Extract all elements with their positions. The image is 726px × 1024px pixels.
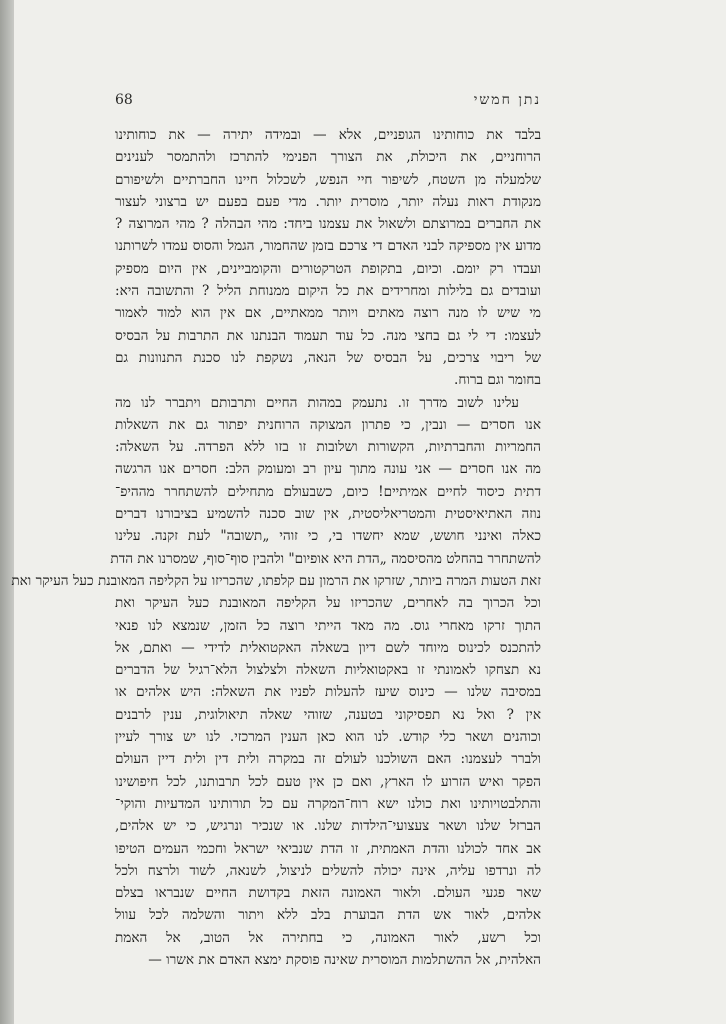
text-line: אין ? ואל נא תפסיקוני בטענה, שזוהי שאלה תיאולוגית, ענין לרבנים [115,706,541,723]
text-line: אלהים, לאור אש הדת הבוערת בלב ללא ויתור והשלמה לכל עוול [115,907,541,924]
text-line: נוזה האתיאיסטית והמטריאליסטית, אין שוב סכנה להשמיע בציבורנו דברים [115,506,541,523]
page-number: 68 [115,92,133,108]
text-line: מה אנו חסרים — אני עונה מתוך עיון רב ומעומק הלב: חסרים אנו הרגשה [115,461,541,478]
text-line: שאר פגעי העולם. ולאור האמונה הזאת בקדושת החיים שנבראו בצלם [115,885,541,902]
text-line: וכל הכרוך בה לאחרים, שהכריזו על הקליפה המאובנת כעל העיקר ואת [115,595,541,612]
text-line: עלינו לשוב מדרך זו. נתעמק במהות החיים ותרבותם ויתברר לנו מה [115,394,519,411]
text-line: והתלבטויותינו ואת כולנו ישא רוח־המקרה עם כל תורותינו המדעיות והוקי־ [115,795,541,812]
text-line: לעצמו: די לי גם בחצי מנה. כל עוד תעמוד הבנתנו את התרבות על הבסיס [115,327,541,344]
text-line: אנו חסרים — ונבין, כי פתרון המצוקה הרוחנית יפתור גם את השאלות [115,416,541,433]
text-line: ועובדים גם בלילות ומחרידים את כל היקום ממנוחת הליל ? והתשובה היא: [115,283,541,300]
text-line: הברזל שלנו ושאר צעצועי־הילדות שלנו. או שנכיר ונרגיש, כי יש אלהים, [115,818,541,835]
text-line: נא תצחקו לאמונתי זו באקטואליות השאלה ולצלצול הלא־רגיל של הדברים [115,662,541,679]
text-line: בחומר וגם ברוח. [454,372,541,389]
paragraph-2 [11,392,541,972]
text-line: החמריות והחברתיות, הקשורות ושלובות זו בזו ללא הפרדה. על השאלה: [115,439,541,456]
text-line: וכל רשע, לאור האמונה, כי בחתירה אל הטוב, אל האמת [115,929,541,946]
book-spine-shadow [0,0,14,1024]
text-line: הרוחניים, את היכולת, את הצורך הפנימי להתרכז ולהתמסר לענינים [115,149,541,166]
body-text [11,124,541,971]
text-line: שלמעלה מן השטח, לשיפור חיי הנפש, לשכלול חיינו החברתיים ולשיפורם [115,171,541,188]
text-line: במסיבה שלנו — כינוס שיעז להעלות לפניו את השאלה: היש אלהים או [115,684,541,701]
text-line: מי שיש לו מנה רוצה מאתים ויותר ממאתיים, אם אין הוא למוד לאמור [115,305,541,322]
page-header [115,92,541,116]
text-line: וכוהנים ושאר כלי קודש. לנו הוא כאן הענין המרכזי. לנו יש צורך לעיין [115,729,541,746]
text-line: הפקר ואיש הזרוע לו הארץ, ואם כן אין טעם לכל תרבותנו, לכל חיפושינו [115,773,541,790]
text-line: של ריבוי צרכים, על הבסיס של הנאה, נשקפת לנו סכנת התנוונות גם [115,349,541,366]
text-line: אב אחד לכולנו והדת האמתית, זו הדת שנביאי ישראל וחכמי העמים הטיפו [115,840,541,857]
text-line: האלהית, אל ההשתלמות המוסרית שאינה פוסקת ימצא האדם את אשרו — [148,951,541,968]
text-line: לה ונרדפו עליה, אינה יכולה להשלים לניצול, לשנאה, לשוד ולרצח ולכל [115,862,541,879]
text-line: זאת הטעות המרה ביותר, שזרקו את הרמון עם קלפתו, שהכריזו על הקליפה המאובנת כעל העיקר ואת [11,572,541,589]
running-head-author: נתן חמשי [473,92,541,108]
text-line: את החברים במרוצתם ולשאול את עצמנו ביחד: מהי הבהלה ? מהי המרוצה ? [115,216,541,233]
text-line: התוך זרקו מאחרי גוס. מה מאד הייתי רוצה כל הזמן, שנמצא לנו פנאי [115,617,541,634]
text-line: בלבד את כוחותינו הגופניים, אלא — ובמידה יתירה — את כוחותינו [115,127,541,143]
text-line: ולברר לעצמנו: האם השולכנו לעולם זה במקרה ולית דין ולית דיין העולם [115,751,541,768]
text-line: מדוע אין מספיקה לבני האדם די צרכם בזמן שהחמור, הגמל והסוס עמדו לשרותנו [115,238,541,255]
text-line: כאלה ואינני חושש, שמא יחשדו בי, כי זוהי „תשובה" לעת זקנה. עלינו [115,528,541,545]
text-line: מנקודת ראות נעלה יותר, מוסרית יותר. מדי פעם בפעם יש ברצוני לעצור [115,193,541,210]
text-line: להשתחרר בהחלט מהסיסמה „הדת היא אופיום" ולהבין סוף־סוף, שמסרנו את הדת [110,550,541,567]
text-line: דתית כיסוד לחיים אמיתיים! כיום, כשבעולם מתחילים להשתחרר מההיפ־ [115,483,541,500]
text-line: ועבדו רק יומם. וכיום, בתקופת הטרקטורים והקומביינים, אין היום מספיק [115,260,541,277]
text-line: להתכנס לכינוס מיוחד לשם דיון בשאלה האקטואלית לדידי — ואתם, אל [115,639,541,656]
paragraph-1 [115,124,541,392]
